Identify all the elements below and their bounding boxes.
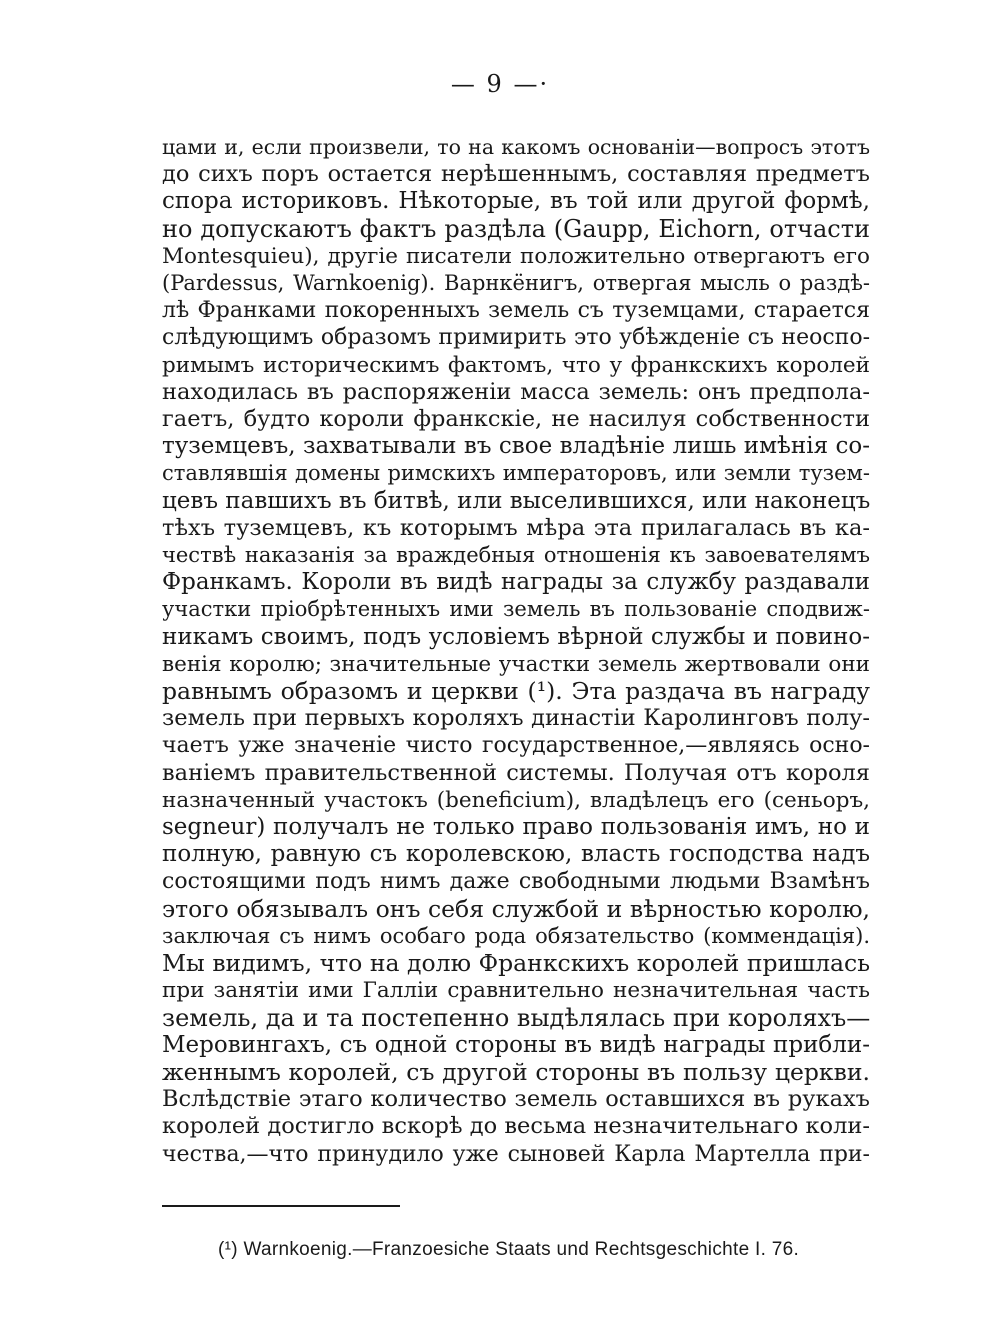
text-line: назначенный участокъ (beneficium), владѣлецъ его (сеньоръ, bbox=[162, 787, 870, 813]
text-line: этого обязывалъ онъ себя службой и вѣрностью королю, bbox=[162, 895, 870, 923]
footnote-rule bbox=[162, 1205, 400, 1207]
text-line: состоящими подъ нимъ даже свободными людьми Взамѣнъ bbox=[162, 869, 870, 895]
text-line: (Pardessus, Warnkoenig). Варнкёнигъ, отвергая мысль о раздѣ- bbox=[162, 271, 870, 296]
text-line: чествѣ наказанiя за враждебныя отношенiя къ завоевателямъ bbox=[162, 543, 870, 568]
text-line: при занятiи ими Галлiи сравнительно незначительная часть bbox=[162, 978, 870, 1004]
text-line: лѣ Франками покоренныхъ земель съ туземцами, старается bbox=[162, 298, 870, 324]
footnote: (¹) Warnkoenig.—Franzoesiche Staats und Rechtsgeschichte I. 76. bbox=[218, 1239, 800, 1260]
text-line: до сихъ поръ остается нерѣшеннымъ, составляя предметъ bbox=[162, 161, 870, 188]
text-line: ставлявшiя домены римскихъ императоровъ, или земли тузем- bbox=[162, 461, 870, 486]
text-line: женнымъ королей, съ другой стороны въ пользу церкви. bbox=[162, 1058, 870, 1086]
text-line: Мы видимъ, что на долю Франкскихъ королей пришлась bbox=[162, 950, 870, 978]
text-line: королей достигло вскорѣ до весьма незначительнаго коли- bbox=[162, 1113, 870, 1140]
text-line: земель при первыхъ короляхъ династiи Каролинговъ полу- bbox=[162, 705, 870, 732]
text-line: тѣхъ туземцевъ, къ которымъ мѣра эта прилагалась въ ка- bbox=[162, 514, 870, 541]
text-line: Montesquieu), другiе писатели положительно отвергаютъ его bbox=[162, 243, 870, 269]
page-number: — 9 —· bbox=[450, 70, 550, 98]
body-text bbox=[162, 134, 870, 1168]
text-line: ванiемъ правительственной системы. Получая отъ короля bbox=[162, 759, 870, 786]
text-line: римымъ историческимъ фактомъ, что у франкскихъ королей bbox=[162, 352, 870, 378]
text-line: туземцевъ, захватывали въ свое владѣнiе лишь имѣнiя со- bbox=[162, 433, 870, 460]
text-line: участки прiобрѣтенныхъ ими земель въ пользованiе сподвиж- bbox=[162, 597, 870, 622]
text-line: венiя королю; значительные участки земель жертвовали они bbox=[162, 651, 870, 677]
text-line: Вслѣдствiе этаго количество земель оставшихся въ рукахъ bbox=[162, 1086, 870, 1113]
text-line: никамъ своимъ, подъ условiемъ вѣрной службы и повино- bbox=[162, 623, 870, 650]
text-line: земель, да и та постепенно выдѣлялась при короляхъ— bbox=[162, 1004, 870, 1032]
text-line: полную, равную съ королевскою, власть господства надъ bbox=[162, 841, 870, 868]
text-line: чаетъ уже значенiе чисто государственное,—являясь осно- bbox=[162, 733, 870, 759]
text-line: находилась въ распоряженiи масса земель: онъ предпола- bbox=[162, 378, 870, 405]
text-line: но допускаютъ фактъ раздѣла (Gaupp, Eichorn, отчасти bbox=[162, 215, 870, 243]
text-line: цами и, если произвели, то на какомъ основанiи—вопросъ этотъ bbox=[162, 135, 870, 159]
text-line: чества,—что принудило уже сыновей Карла Мартелла при- bbox=[162, 1141, 870, 1167]
text-line: цевъ павшихъ въ битвѣ, или выселившихся, или наконецъ bbox=[162, 487, 870, 514]
text-line: segneur) получалъ не только право пользованiя имъ, но и bbox=[162, 814, 870, 841]
text-line: слѣдующимъ образомъ примирить это убѣжденiе съ неоспо- bbox=[162, 325, 870, 351]
text-line: спора историковъ. Нѣкоторые, въ той или другой формѣ, bbox=[162, 188, 870, 215]
text-line: гаетъ, будто короли франкскiе, не насилуя собственности bbox=[162, 406, 870, 433]
text-line: Франкамъ. Короли въ видѣ награды за службу раздавали bbox=[162, 569, 870, 596]
text-line: Меровингахъ, съ одной стороны въ видѣ награды прибли- bbox=[162, 1031, 870, 1058]
text-line: заключая съ нимъ особаго рода обязательство (коммендацiя). bbox=[162, 923, 870, 948]
text-line: равнымъ образомъ и церкви (¹). Эта раздача въ награду bbox=[162, 678, 870, 706]
